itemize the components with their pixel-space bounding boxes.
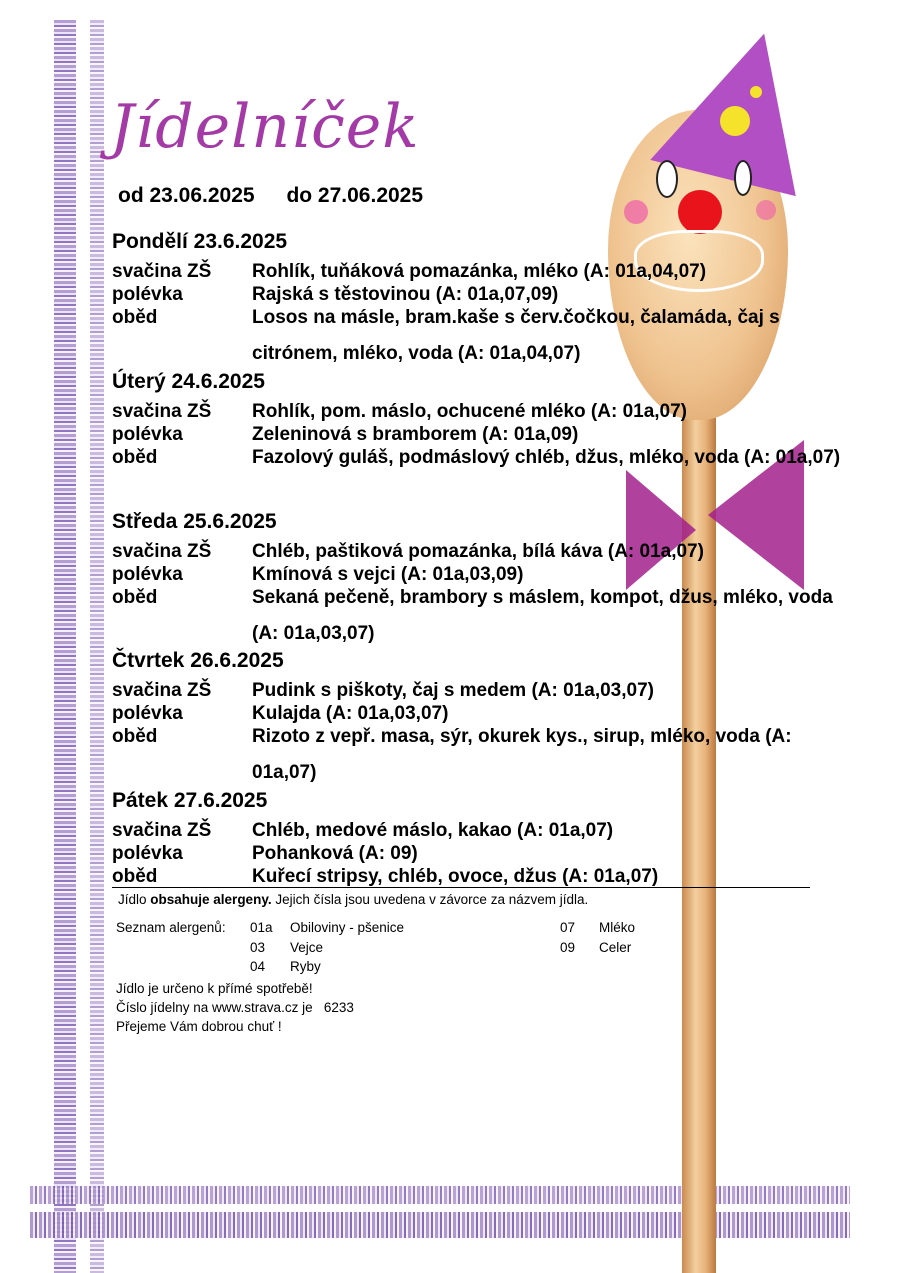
row-label: polévka: [112, 843, 183, 864]
day-title: Středa 25.6.2025: [112, 510, 277, 533]
menu-row-lunch: [112, 446, 852, 476]
row-label: svačina ZŠ: [112, 261, 212, 282]
day-title: Pondělí 23.6.2025: [112, 230, 288, 253]
day-title: Pátek 27.6.2025: [112, 789, 268, 812]
footer-line-2: [116, 1000, 354, 1015]
allergen-code: 03: [250, 940, 266, 955]
allergen-name: Mléko: [599, 920, 636, 935]
note-bold: obsahuje alergeny.: [150, 892, 272, 907]
row-label: polévka: [112, 424, 183, 445]
row-label: oběd: [112, 726, 158, 747]
row-value: Rohlík, pom. máslo, ochucené mléko (A: 01a,07): [252, 401, 688, 422]
row-value: Chléb, medové máslo, kakao (A: 01a,07): [252, 820, 614, 841]
hat-dot-icon: [720, 106, 750, 136]
canteen-number: 6233: [323, 1000, 354, 1015]
row-label: oběd: [112, 307, 158, 328]
row-label: polévka: [112, 284, 183, 305]
day-title: Čtvrtek 26.6.2025: [112, 649, 284, 672]
row-value: Rohlík, tuňáková pomazánka, mléko (A: 01a,04,07): [252, 261, 707, 282]
row-label: oběd: [112, 866, 158, 887]
row-value: Kulajda (A: 01a,03,07): [252, 703, 449, 724]
day-block-wednesday: [112, 510, 852, 652]
row-value: Losos na másle, bram.kaše s červ.čočkou, čalamáda, čaj s citrónem, mléko, voda (A: 01a,04,07): [252, 307, 780, 364]
allergen-name: Ryby: [290, 959, 321, 974]
menu-row-lunch: [112, 306, 852, 372]
ribbon-horizontal-top: [30, 1186, 850, 1204]
allergen-name: Vejce: [290, 940, 324, 955]
row-value: Kmínová s vejci (A: 01a,03,09): [252, 564, 524, 585]
clown-cheek-left-icon: [624, 200, 648, 224]
ribbon-vertical-left: [54, 20, 76, 1273]
row-value: Rajská s těstovinou (A: 01a,07,09): [252, 284, 559, 305]
footer-line-1: Jídlo je určeno k přímé spotřebě!: [116, 981, 313, 996]
allergen-name: Obiloviny - pšenice: [290, 920, 405, 935]
allergen-code: 07: [560, 920, 576, 935]
menu-row-snack: [112, 679, 852, 702]
day-block-tuesday: [112, 370, 852, 476]
menu-row-snack: [112, 260, 852, 283]
allergen-name: Celer: [599, 940, 632, 955]
row-value: Chléb, paštiková pomazánka, bílá káva (A: 01a,07): [252, 541, 704, 562]
menu-row-snack: [112, 540, 852, 563]
menu-row-soup: [112, 842, 852, 865]
menu-row-lunch: [112, 865, 852, 888]
row-value: Pudink s piškoty, čaj s medem (A: 01a,03,07): [252, 680, 654, 701]
day-block-friday: [112, 789, 852, 888]
clown-nose-icon: [678, 190, 722, 234]
menu-row-snack: [112, 819, 852, 842]
row-label: svačina ZŠ: [112, 401, 212, 422]
row-label: polévka: [112, 564, 183, 585]
ribbon-horizontal-bottom: [30, 1212, 850, 1238]
row-label: polévka: [112, 703, 183, 724]
day-title: Úterý 24.6.2025: [112, 370, 265, 393]
note-pre: Jídlo: [118, 892, 151, 907]
period-to: do 27.06.2025: [286, 184, 424, 207]
clown-eye-left-icon: [656, 160, 678, 198]
menu-period: [118, 184, 449, 208]
row-label: svačina ZŠ: [112, 820, 212, 841]
canteen-text: Číslo jídelny na www.strava.cz je: [116, 1000, 313, 1015]
allergen-heading: Seznam alergenů:: [116, 920, 226, 935]
row-value: Pohanková (A: 09): [252, 843, 418, 864]
clown-eye-right-icon: [734, 160, 752, 196]
day-block-thursday: [112, 649, 852, 791]
row-label: svačina ZŠ: [112, 541, 212, 562]
menu-row-snack: [112, 400, 852, 423]
row-label: oběd: [112, 447, 158, 468]
note-post: Jejich čísla jsou uvedena v závorce za názvem jídla.: [271, 892, 589, 907]
footer-line-3: Přejeme Vám dobrou chuť !: [116, 1019, 282, 1034]
row-value: Fazolový guláš, podmáslový chléb, džus, mléko, voda (A: 01a,07): [252, 447, 841, 468]
allergen-code: 09: [560, 940, 576, 955]
period-from: od 23.06.2025: [118, 184, 255, 207]
allergen-code: 04: [250, 959, 266, 974]
allergen-code: 01a: [250, 920, 273, 935]
menu-row-lunch: [112, 725, 852, 791]
page-title: Jídelníček: [110, 92, 420, 162]
ribbon-vertical-right: [90, 20, 104, 1273]
row-value: Sekaná pečeně, brambory s máslem, kompot, džus, mléko, voda (A: 01a,03,07): [252, 587, 833, 644]
menu-row-lunch: [112, 586, 852, 652]
row-value: Rizoto z vepř. masa, sýr, okurek kys., sirup, mléko, voda (A: 01a,07): [252, 726, 792, 783]
clown-cheek-right-icon: [756, 200, 776, 220]
divider: [112, 887, 810, 888]
allergen-note: [118, 892, 588, 907]
row-label: svačina ZŠ: [112, 680, 212, 701]
row-label: oběd: [112, 587, 158, 608]
hat-dot-small-icon: [750, 86, 762, 98]
row-value: Kuřecí stripsy, chléb, ovoce, džus (A: 01a,07): [252, 866, 659, 887]
day-block-monday: [112, 230, 852, 372]
row-value: Zeleninová s bramborem (A: 01a,09): [252, 424, 579, 445]
